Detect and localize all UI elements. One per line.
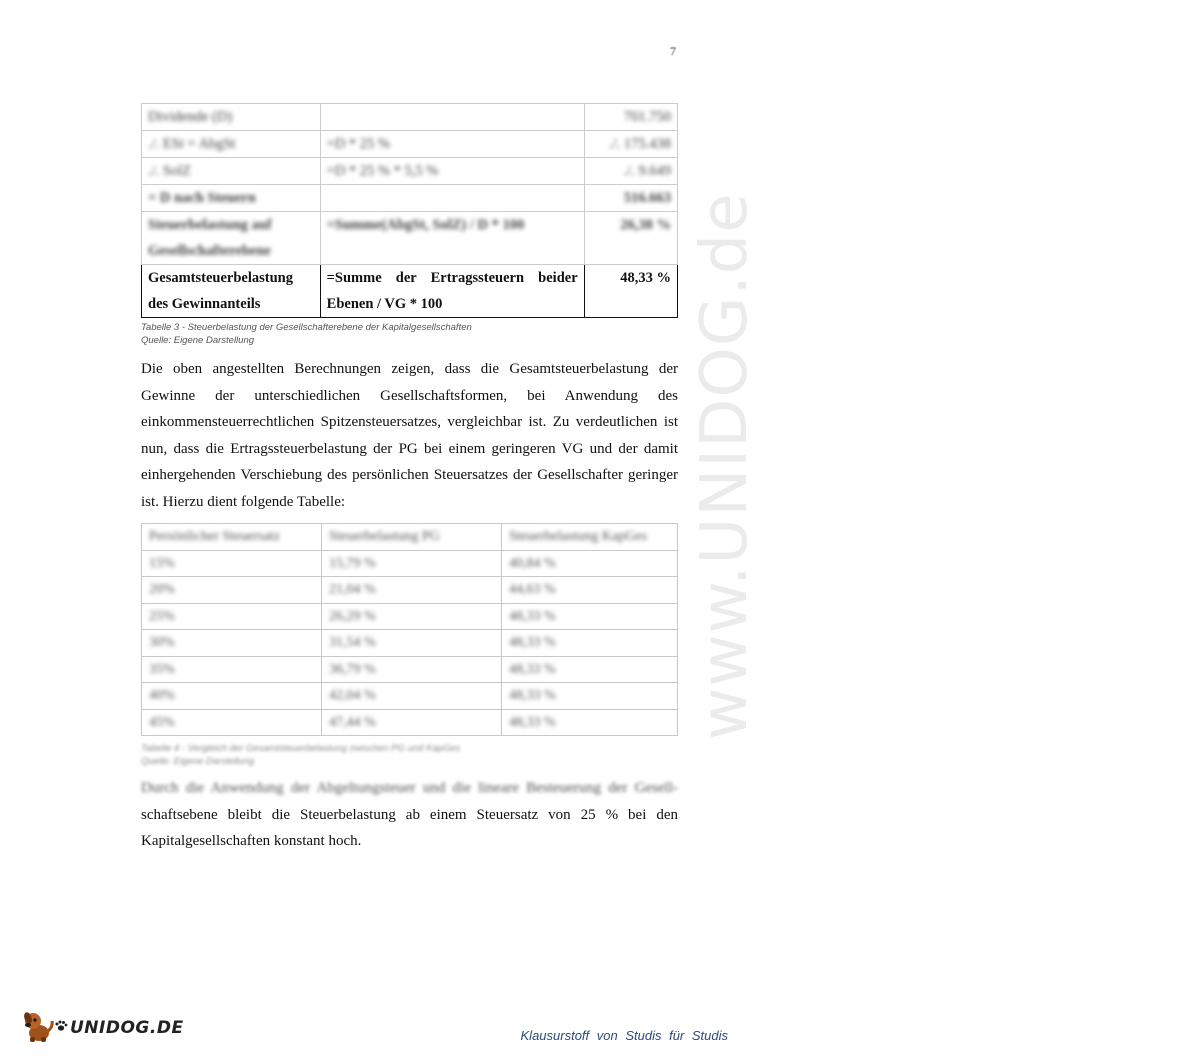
- table-row: [142, 131, 678, 158]
- table-cell: 36,79 %: [322, 656, 502, 683]
- table-row: [142, 683, 678, 710]
- table-cell: Dividende (D): [142, 104, 321, 131]
- table-cell: =Summe(AbgSt, SolZ) / D * 100: [320, 212, 584, 265]
- table-cell: 44,63 %: [502, 577, 678, 604]
- visible-text: schaftsebene bleibt die Steuerbelastung ab einem Steuersatz von 25 % bei den Kapitalgesellschaften konstant hoch.: [141, 806, 678, 849]
- table-cell: 47,44 %: [322, 709, 502, 736]
- table-cell: [320, 185, 584, 212]
- tax-comparison-table: [141, 523, 678, 736]
- paragraph-comparison-intro: Die oben angestellten Berechnungen zeigen, dass die Gesamtsteuerbelastung der Gewinne der unterschiedlichen Gesellschaftsformen, bei Anwendung des einkommensteuerrechtlichen Spitzensteuersatzes, vergleichbar ist. Zu verdeutlichen ist nun, dass die Ertragssteuerbelastung der PG bei einem geringeren VG und der damit einhergehenden Verschiebung des persönlichen Steuersatzes der Gesellschafter geringer ist. Hierzu dient folgende Tabelle:: [141, 361, 678, 510]
- table-cell: 40,84 %: [502, 550, 678, 577]
- table-cell: 15,79 %: [322, 550, 502, 577]
- paw-icon: [54, 1019, 68, 1038]
- table-row: [142, 158, 678, 185]
- table-4-caption: [141, 742, 681, 768]
- table-cell: 48,33 %: [502, 709, 678, 736]
- table-cell: Steuerbelastung auf Gesellschafterebene: [142, 212, 321, 265]
- logo-text: UNIDOG.DE: [70, 1018, 184, 1038]
- table-cell: 45%: [142, 709, 322, 736]
- tax-burden-table-body: [142, 104, 678, 318]
- table-3-caption: [141, 321, 681, 347]
- tax-burden-table: [141, 103, 678, 318]
- table-cell: 48,33 %: [502, 656, 678, 683]
- column-header: Steuerbelastung KapGes: [502, 524, 678, 551]
- blurred-text: Durch die Anwendung der Abgeltungsteuer und die lineare Besteuerung der Gesell-: [141, 780, 678, 796]
- table-row: [142, 212, 678, 265]
- table-row: [142, 630, 678, 657]
- footer-slogan: Klausurstoff von Studis für Studis: [520, 1028, 728, 1043]
- total-burden-formula: [320, 265, 584, 318]
- table-cell: 48,33 %: [502, 603, 678, 630]
- table-cell: 20%: [142, 577, 322, 604]
- table-cell: ./. 175.438: [584, 131, 677, 158]
- page-number: 7: [670, 44, 676, 58]
- table-cell: 48,33 %: [502, 630, 678, 657]
- caption-title: Tabelle 3 - Steuerbelastung der Gesellschafterebene der Kapitalgesellschaften: [141, 322, 472, 333]
- table-cell: [320, 104, 584, 131]
- table-row: [142, 550, 678, 577]
- table-cell: ./. 9.649: [584, 158, 677, 185]
- table-header-row: [142, 524, 678, 551]
- table-cell: 516.663: [584, 185, 677, 212]
- table-cell: 26,38 %: [584, 212, 677, 265]
- table-cell: ./. ESt = AbgSt: [142, 131, 321, 158]
- table-cell: =D * 25 % * 5,5 %: [320, 158, 584, 185]
- table-cell: 30%: [142, 630, 322, 657]
- table-cell: 701.750: [584, 104, 677, 131]
- table-cell: 48,33 %: [502, 683, 678, 710]
- total-burden-label: Gesamtsteuerbelastung des Gewinnanteils: [142, 265, 321, 318]
- table-cell: 15%: [142, 550, 322, 577]
- unidog-logo[interactable]: [22, 1008, 184, 1048]
- table-row: [142, 709, 678, 736]
- table-cell: =D * 25 %: [320, 131, 584, 158]
- total-burden-row: [142, 265, 678, 318]
- column-header: Steuerbelastung PG: [322, 524, 502, 551]
- caption-title: Tabelle 4 - Vergleich der Gesamtsteuerbelastung zwischen PG und KapGes: [141, 743, 461, 754]
- table-cell: 31,54 %: [322, 630, 502, 657]
- table-row: [142, 656, 678, 683]
- table-cell: 25%: [142, 603, 322, 630]
- column-header: Persönlicher Steuersatz: [142, 524, 322, 551]
- table-row: [142, 603, 678, 630]
- table-cell: ./. SolZ: [142, 158, 321, 185]
- table-cell: 21,04 %: [322, 577, 502, 604]
- table-row: [142, 577, 678, 604]
- tax-comparison-table-body: [142, 524, 678, 736]
- table-cell: 42,04 %: [322, 683, 502, 710]
- caption-source: Quelle: Eigene Darstellung: [141, 335, 255, 346]
- formula-line-2: Ebenen / VG * 100: [326, 296, 443, 312]
- watermark: www.UNIDOG.de: [688, 192, 762, 740]
- table-row: [142, 104, 678, 131]
- table-cell: 40%: [142, 683, 322, 710]
- table-cell: 35%: [142, 656, 322, 683]
- formula-line-1: =Summe der Ertragssteuern beider: [326, 270, 578, 286]
- total-burden-value: 48,33 %: [584, 265, 677, 318]
- table-cell: = D nach Steuern: [142, 185, 321, 212]
- paragraph-conclusion: [141, 775, 678, 855]
- caption-source: Quelle: Eigene Darstellung: [141, 756, 255, 767]
- table-row: [142, 185, 678, 212]
- dog-icon: [22, 1009, 54, 1048]
- table-cell: 26,29 %: [322, 603, 502, 630]
